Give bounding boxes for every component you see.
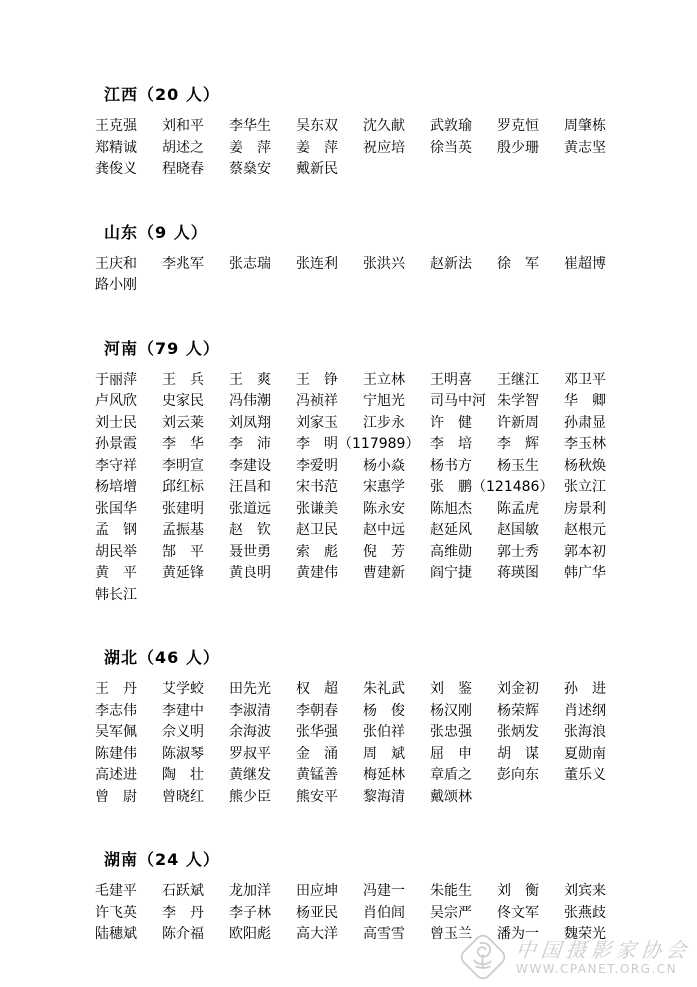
section-shandong [95, 222, 655, 297]
person-name: 杨秋焕 [564, 457, 606, 474]
person-name: 董乐义 [564, 767, 606, 783]
person-name: 曾晓红 [162, 788, 204, 805]
person-name: 李 明（117989） [296, 436, 420, 452]
person-name: 胡民举 [95, 543, 137, 560]
person-name: 房景利 [564, 500, 606, 517]
person-name: 罗克恒 [497, 118, 539, 134]
person-name: 龙加洋 [229, 883, 271, 899]
person-name: 李华生 [229, 118, 271, 134]
person-name: 刘家玉 [296, 414, 338, 431]
person-name: 李明宣 [162, 457, 204, 474]
person-name: 李志伟 [95, 702, 137, 719]
watermark [457, 931, 691, 983]
name-grid-henan [95, 370, 655, 607]
person-name: 吴宗严 [430, 904, 472, 921]
person-name: 王立林 [363, 371, 405, 388]
person-name: 田应坤 [296, 883, 338, 899]
person-name: 孟 钢 [95, 522, 137, 538]
person-name: 黎海清 [363, 788, 405, 805]
person-name: 陈孟虎 [497, 500, 539, 517]
person-name: 张燕歧 [564, 904, 606, 921]
person-name: 陶 壮 [162, 767, 204, 783]
person-name: 佘义明 [162, 724, 204, 740]
person-name: 王 丹 [95, 681, 137, 697]
person-name: 吴军佩 [95, 724, 137, 740]
person-name: 崔超博 [564, 255, 606, 272]
person-name: 徐当英 [430, 139, 472, 156]
section-hubei [95, 647, 655, 808]
person-name: 刘士民 [95, 414, 137, 431]
person-name: 张志瑞 [229, 255, 271, 272]
person-name: 屈 申 [430, 745, 472, 762]
person-name: 华 卿 [564, 393, 606, 409]
person-name: 高雪雪 [363, 926, 405, 942]
person-name: 田先光 [229, 681, 271, 697]
person-name: 卢风欣 [95, 393, 137, 409]
person-name: 权 超 [296, 681, 338, 697]
person-name: 赵新法 [430, 255, 472, 272]
person-name: 杨荣辉 [497, 702, 539, 719]
person-name: 佟文军 [497, 904, 539, 921]
person-name: 张道远 [229, 500, 271, 517]
person-name: 李 培 [430, 436, 472, 452]
person-name: 阎宁捷 [430, 565, 472, 581]
person-name: 张洪兴 [363, 255, 405, 272]
section-jiangxi [95, 84, 655, 181]
person-name: 李子林 [229, 904, 271, 921]
person-name: 戴颂林 [430, 788, 472, 805]
person-name: 张 鹏（121486） [430, 479, 554, 495]
person-name: 吴东双 [296, 118, 338, 134]
person-name: 黄建伟 [296, 565, 338, 581]
person-name: 史家民 [162, 393, 204, 409]
person-name: 胡 谋 [497, 745, 539, 762]
person-name: 赵国敏 [497, 522, 539, 538]
person-name: 周肇栋 [564, 118, 606, 134]
person-name: 张国华 [95, 500, 137, 517]
person-name: 赵中远 [363, 522, 405, 538]
name-grid-shandong [95, 254, 655, 297]
person-name: 许飞英 [95, 904, 137, 921]
person-name: 杨培增 [95, 479, 137, 495]
person-name: 路小刚 [95, 277, 137, 293]
person-name: 刘金初 [497, 681, 539, 697]
person-name: 潘为一 [497, 926, 539, 942]
section-title-shandong: 山东（9 人） [104, 222, 208, 242]
person-name: 冯伟潮 [229, 393, 271, 409]
person-name: 李淑清 [229, 702, 271, 719]
person-name: 艾学蛟 [162, 681, 204, 697]
name-grid-jiangxi [95, 116, 655, 181]
person-name: 许新周 [497, 414, 539, 431]
person-name: 李玉林 [564, 436, 606, 452]
person-name: 冯建一 [363, 883, 405, 899]
person-name: 黄志坚 [564, 139, 606, 156]
person-name: 陆穗斌 [95, 926, 137, 942]
person-name: 郑精诚 [95, 139, 137, 156]
section-title-henan: 河南（79 人） [104, 338, 220, 358]
section-title-hunan: 湖南（24 人） [104, 850, 220, 869]
person-name: 孙肃显 [564, 414, 606, 431]
person-name: 曹建新 [363, 565, 405, 581]
person-name: 王明喜 [430, 371, 472, 388]
person-name: 周 斌 [363, 745, 405, 762]
person-name: 黄良明 [229, 565, 271, 581]
person-name: 夏勋南 [564, 745, 606, 762]
person-name: 张忠强 [430, 724, 472, 740]
person-name: 张谦美 [296, 500, 338, 517]
person-name: 宁旭光 [363, 393, 405, 409]
person-name: 朱能生 [430, 883, 472, 899]
person-name: 龚俊义 [95, 161, 137, 177]
person-name: 郜 平 [162, 543, 204, 560]
person-name: 彭向东 [497, 767, 539, 783]
person-name: 蔡燊安 [229, 161, 271, 177]
person-name: 梅延林 [363, 767, 405, 783]
person-name: 章盾之 [430, 767, 472, 783]
person-name: 黄锰善 [296, 767, 338, 783]
cpa-diamond-logo-icon [457, 931, 509, 983]
person-name: 汪昌和 [229, 479, 271, 495]
person-name: 杨小焱 [363, 457, 405, 474]
person-name: 李 丹 [162, 904, 204, 921]
person-name: 韩广华 [564, 565, 606, 581]
person-name: 黄继发 [229, 767, 271, 783]
person-name: 杨 俊 [363, 702, 405, 719]
person-name: 刘和平 [162, 118, 204, 134]
person-name: 韩长江 [95, 586, 137, 603]
person-name: 朱学智 [497, 393, 539, 409]
person-name: 张伯祥 [363, 724, 405, 740]
person-name: 戴新民 [296, 161, 338, 177]
person-name: 李兆军 [162, 255, 204, 272]
person-name: 郭士秀 [497, 543, 539, 560]
person-name: 张连利 [296, 255, 338, 272]
person-name: 杨汉刚 [430, 702, 472, 719]
person-name: 朱礼武 [363, 681, 405, 697]
name-grid-hubei [95, 679, 655, 808]
person-name: 罗叔平 [229, 745, 271, 762]
person-name: 曾玉兰 [430, 926, 472, 942]
person-name: 王 铮 [296, 371, 338, 388]
person-name: 张立江 [564, 479, 606, 495]
person-name: 武敦瑜 [430, 118, 472, 134]
person-name: 孟振基 [162, 522, 204, 538]
person-name: 王 爽 [229, 371, 271, 388]
person-name: 孙 进 [564, 681, 606, 697]
watermark-org-name: 中国摄影家协会 [514, 938, 693, 962]
person-name: 赵卫民 [296, 522, 338, 538]
person-name: 陈永安 [363, 500, 405, 517]
person-name: 杨玉生 [497, 457, 539, 474]
person-name: 李 辉 [497, 436, 539, 452]
person-name: 王克强 [95, 118, 137, 134]
person-name: 曾 尉 [95, 788, 137, 805]
person-name: 刘云莱 [162, 414, 204, 431]
person-name: 欧阳彪 [229, 926, 271, 942]
person-name: 邓卫平 [564, 371, 606, 388]
person-name: 高维勋 [430, 543, 472, 560]
person-name: 蒋瑛图 [497, 565, 539, 581]
person-name: 江步永 [363, 414, 405, 431]
person-name: 李建中 [162, 702, 204, 719]
person-name: 郭本初 [564, 543, 606, 560]
person-name: 李朝春 [296, 702, 338, 719]
person-name: 张炳发 [497, 724, 539, 740]
person-name: 石跃斌 [162, 883, 204, 899]
person-name: 殷少珊 [497, 139, 539, 156]
person-name: 杨书方 [430, 457, 472, 474]
person-name: 姜 萍 [229, 139, 271, 156]
person-name: 张华强 [296, 724, 338, 740]
person-name: 黄 平 [95, 565, 137, 581]
person-name: 胡述之 [162, 139, 204, 156]
person-name: 高大洋 [296, 926, 338, 942]
person-name: 熊少臣 [229, 788, 271, 805]
person-name: 杨亚民 [296, 904, 338, 921]
section-title-hubei: 湖北（46 人） [104, 648, 220, 667]
person-name: 许 健 [430, 414, 472, 431]
person-name: 赵延风 [430, 522, 472, 538]
person-name: 宋书范 [296, 479, 338, 495]
person-name: 李爱明 [296, 457, 338, 474]
person-name: 熊安平 [296, 788, 338, 805]
person-name: 陈建伟 [95, 745, 137, 762]
person-name: 刘 鉴 [430, 681, 472, 697]
person-name: 赵根元 [564, 522, 606, 538]
person-name: 姜 萍 [296, 139, 338, 156]
person-name: 王 兵 [162, 371, 204, 388]
person-name: 沈久献 [363, 118, 405, 134]
person-name: 刘凤翔 [229, 414, 271, 431]
person-name: 魏荣光 [564, 926, 606, 942]
person-name: 陈淑琴 [162, 745, 204, 762]
person-name: 王继江 [497, 371, 539, 388]
person-name: 肖述纲 [564, 702, 606, 719]
person-name: 祝应培 [363, 139, 405, 156]
person-name: 孙景霞 [95, 436, 137, 452]
person-name: 司马中河 [430, 393, 486, 409]
person-name: 于丽萍 [95, 371, 137, 388]
section-henan [95, 338, 655, 607]
person-name: 张建明 [162, 500, 204, 517]
sections-container [95, 84, 655, 946]
person-name: 高述进 [95, 767, 137, 783]
watermark-text [516, 938, 691, 976]
person-name: 余海波 [229, 724, 271, 740]
person-name: 李 沛 [229, 436, 271, 452]
person-name: 刘 衡 [497, 883, 539, 899]
person-name: 张海浪 [564, 724, 606, 740]
member-list-document [95, 84, 655, 987]
person-name: 刘宾来 [564, 883, 606, 899]
person-name: 倪 芳 [363, 543, 405, 560]
person-name: 陈旭杰 [430, 500, 472, 517]
person-name: 黄延锋 [162, 565, 204, 581]
person-name: 赵 钦 [229, 522, 271, 538]
section-title-jiangxi: 江西（20 人） [104, 85, 220, 104]
person-name: 李建设 [229, 457, 271, 474]
person-name: 索 彪 [296, 543, 338, 560]
person-name: 陈介福 [162, 926, 204, 942]
person-name: 冯祯祥 [296, 393, 338, 409]
person-name: 邱红标 [162, 479, 204, 495]
person-name: 程晓春 [162, 161, 204, 177]
person-name: 王庆和 [95, 255, 137, 272]
watermark-url: WWW.CPANET.ORG.CN [516, 962, 678, 976]
person-name: 聂世勇 [229, 543, 271, 560]
person-name: 徐 军 [497, 255, 539, 272]
person-name: 李 华 [162, 436, 204, 452]
person-name: 李守祥 [95, 457, 137, 474]
person-name: 毛建平 [95, 883, 137, 899]
person-name: 宋惠学 [363, 479, 405, 495]
person-name: 肖伯闾 [363, 904, 405, 921]
person-name: 金 涌 [296, 745, 338, 762]
